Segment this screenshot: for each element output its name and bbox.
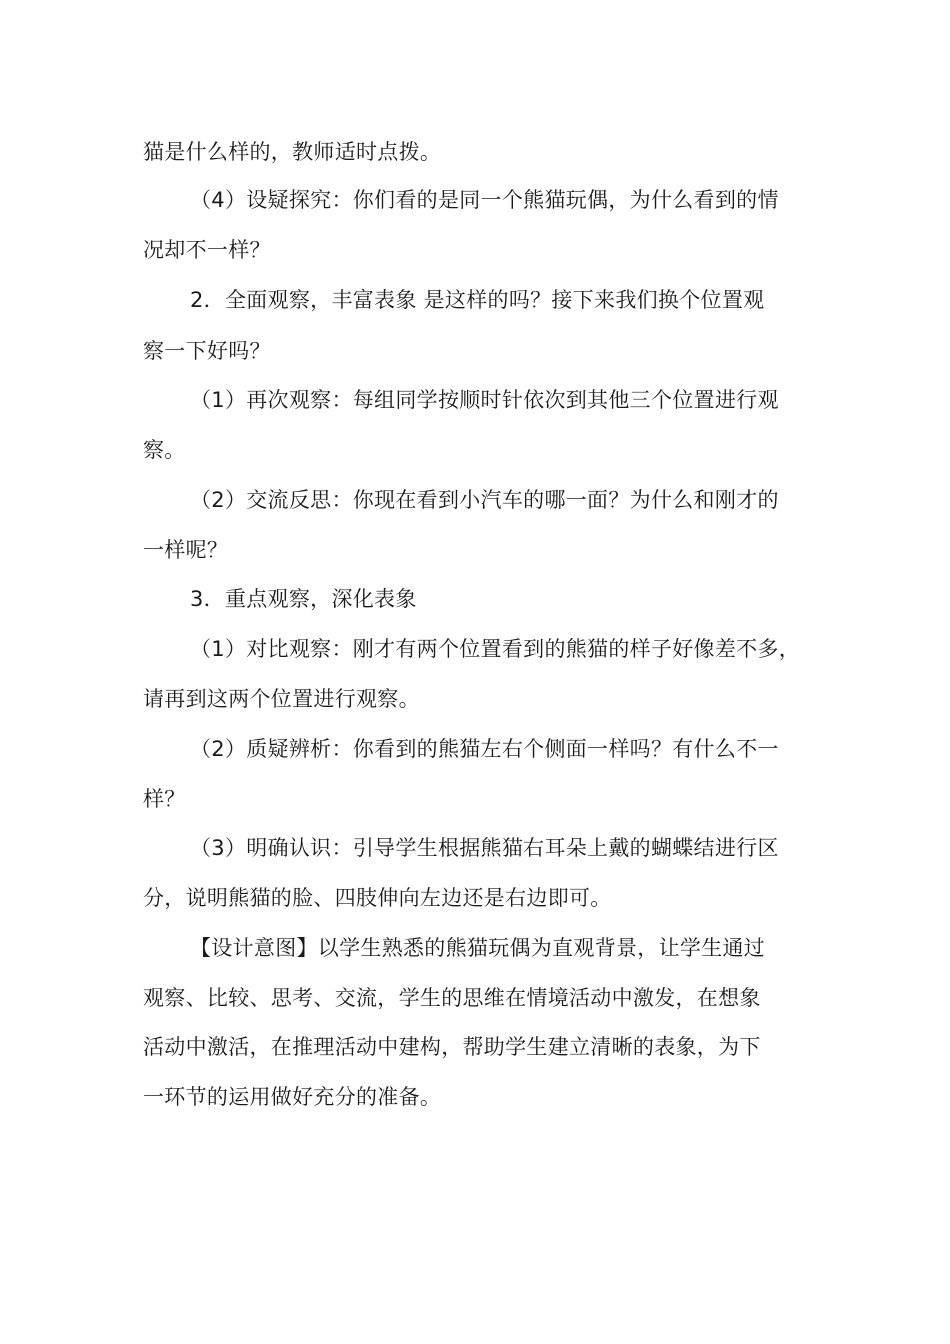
text-line: （1）对比观察：刚才有两个位置看到的熊猫的样子好像差不多， bbox=[190, 637, 801, 661]
text-line: 请再到这两个位置进行观察。 bbox=[143, 687, 420, 711]
text-line: 分，说明熊猫的脸、四肢伸向左边还是右边即可。 bbox=[143, 886, 612, 910]
text-line: 一环节的运用做好充分的准备。 bbox=[143, 1085, 442, 1109]
text-line: 察一下好吗？ bbox=[143, 339, 271, 363]
text-line: 况却不一样？ bbox=[143, 238, 271, 262]
section-heading: 3．重点观察，深化表象 bbox=[190, 587, 417, 611]
text-line: 样？ bbox=[143, 787, 186, 811]
text-line: （1）再次观察：每组同学按顺时针依次到其他三个位置进行观 bbox=[190, 388, 779, 412]
text-line: （2）交流反思：你现在看到小汽车的哪一面？为什么和刚才的 bbox=[190, 488, 779, 512]
text-line: 一样呢？ bbox=[143, 538, 229, 562]
text-line: （2）质疑辨析：你看到的熊猫左右个侧面一样吗？有什么不一 bbox=[190, 737, 779, 761]
text-line: 【设计意图】以学生熟悉的熊猫玩偶为直观背景，让学生通过 bbox=[190, 936, 766, 960]
text-line: 猫是什么样的，教师适时点拨。 bbox=[143, 140, 442, 164]
text-line: 观察、比较、思考、交流，学生的思维在情境活动中激发，在想象 bbox=[143, 986, 761, 1010]
text-line: （3）明确认识：引导学生根据熊猫右耳朵上戴的蝴蝶结进行区 bbox=[190, 836, 779, 860]
text-line: 2．全面观察，丰富表象 是这样的吗？接下来我们换个位置观 bbox=[190, 288, 765, 312]
text-line: （4）设疑探究：你们看的是同一个熊猫玩偶，为什么看到的情 bbox=[190, 188, 779, 212]
text-line: 察。 bbox=[143, 438, 186, 462]
text-line: 活动中激活，在推理活动中建构，帮助学生建立清晰的表象，为下 bbox=[143, 1035, 761, 1059]
